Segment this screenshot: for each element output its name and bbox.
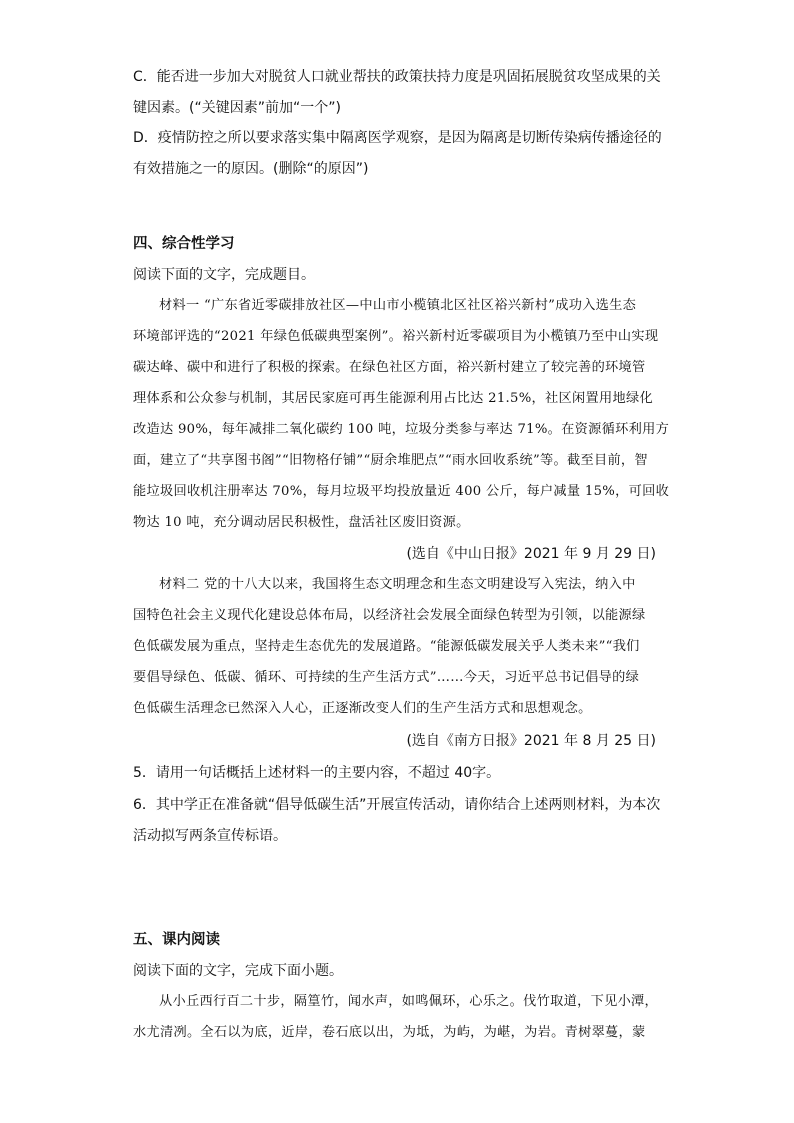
material-2-line: 材料二 党的十八大以来，我国将生态文明理念和生态文明建设写入宪法，纳入中 (159, 577, 636, 592)
material-1-line: 能垃圾回收机注册率达 70%，每月垃圾平均投放量近 400 公斤，每户减量 15%，可回收 (133, 484, 670, 499)
question-6-line-2: 活动拟写两条宣传标语。 (133, 828, 287, 844)
option-c-line-1: C．能否进一步加大对脱贫人口就业帮扶的政策扶持力度是巩固拓展脱贫攻坚成果的关 (133, 69, 661, 85)
material-2-line: 色低碳生活理念已然深入人心，正逐渐改变人们的生产生活方式和思想观念。 (133, 701, 592, 716)
classical-text-line: 水尤清冽。全石以为底，近岸，卷石底以出，为坻，为屿，为嵁，为岩。青树翠蔓，蒙 (133, 1025, 646, 1040)
material-1-source: (选自《中山日报》2021 年 9 月 29 日) (406, 546, 656, 562)
material-2-line: 要倡导绿色、低碳、循环、可持续的生产生活方式”……今天，习近平总书记倡导的绿 (133, 670, 640, 685)
material-1-line: 碳达峰、碳中和进行了积极的探索。在绿色社区方面，裕兴新村建立了较完善的环境管 (133, 360, 646, 375)
material-1-line: 材料一 “广东省近零碳排放社区—中山市小榄镇北区社区裕兴新村”成功入选生态 (159, 298, 637, 313)
section-5-heading: 五、课内阅读 (133, 932, 220, 948)
material-1-line: 物达 10 吨，充分调动居民积极性，盘活社区废旧资源。 (133, 515, 470, 530)
material-2-line: 国特色社会主义现代化建设总体布局，以经济社会发展全面绿色转型为引领，以能源绿 (133, 608, 646, 623)
material-1-line: 改造达 90%，每年减排二氧化碳约 100 吨，垃圾分类参与率达 71%。在资源循环利用方 (133, 422, 670, 437)
question-5: 5．请用一句话概括上述材料一的主要内容，不超过 40字。 (133, 765, 501, 781)
section-5-instruction: 阅读下面的文字，完成下面小题。 (133, 963, 343, 979)
option-d-line-1: D．疫情防控之所以要求落实集中隔离医学观察，是因为隔离是切断传染病传播途径的 (133, 130, 662, 146)
material-1-line: 面，建立了“共享图书阁”“旧物格仔铺”“厨余堆肥点”“雨水回收系统”等。截至目前，智 (133, 453, 648, 468)
option-c-line-2: 键因素。(“关键因素”前加“一个”) (133, 100, 341, 116)
classical-text-line: 从小丘西行百二十步，隔篁竹，闻水声，如鸣佩环，心乐之。伐竹取道，下见小潭， (159, 994, 659, 1009)
section-4-heading: 四、综合性学习 (133, 236, 235, 252)
material-1-line: 环境部评选的“2021 年绿色低碳典型案例”。裕兴新村近零碳项目为小榄镇乃至中山实现 (133, 329, 659, 344)
question-6-line-1: 6．其中学正在准备就“倡导低碳生活”开展宣传活动，请你结合上述两则材料，为本次 (133, 797, 661, 813)
option-d-line-2: 有效措施之一的原因。(删除“的原因”) (133, 161, 369, 177)
material-1-line: 理体系和公众参与机制，其居民家庭可再生能源利用占比达 21.5%，社区闲置用地绿化 (133, 391, 653, 406)
material-2-source: (选自《南方日报》2021 年 8 月 25 日) (406, 733, 656, 749)
section-4-instruction: 阅读下面的文字，完成题目。 (133, 267, 315, 283)
material-2-line: 色低碳发展为重点，坚持走生态优先的发展道路。“能源低碳发展关乎人类未来”“我们 (133, 639, 640, 654)
